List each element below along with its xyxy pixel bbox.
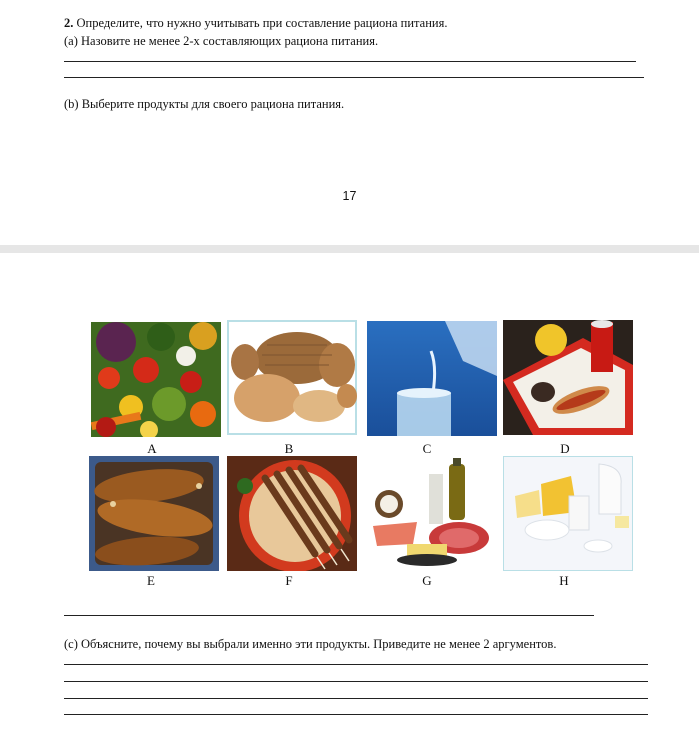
- product-label-d: D: [560, 441, 570, 456]
- bread-photo: [227, 320, 357, 435]
- smoked-fish-photo: [89, 456, 219, 571]
- vegetables-photo: [91, 322, 221, 437]
- product-label-a: A: [147, 441, 157, 456]
- product-label-e: E: [147, 573, 155, 588]
- water-glass-photo: [367, 321, 497, 436]
- product-label-h: H: [559, 573, 569, 588]
- page-separator: [0, 245, 699, 253]
- page-number: 17: [342, 189, 357, 203]
- product-label-f: F: [285, 573, 293, 588]
- oil-meat-fish-photo: [367, 456, 497, 571]
- answer-line-a1[interactable]: [64, 61, 636, 62]
- question-part-c: (c) Объясните, почему вы выбрали именно эти продукты. Приведите не менее 2 аргументов.: [64, 637, 557, 651]
- question-number: 2.: [64, 16, 74, 30]
- question-title: [64, 16, 447, 31]
- answer-line-c3[interactable]: [64, 698, 648, 699]
- answer-line-c2[interactable]: [64, 681, 648, 682]
- question-title-text: Определите, что нужно учитывать при составление рациона питания.: [76, 16, 448, 30]
- kebab-skewers-photo: [227, 456, 357, 571]
- dairy-products-photo: [503, 456, 633, 571]
- answer-line-c4[interactable]: [64, 714, 648, 715]
- question-part-a: (a) Назовите не менее 2-х составляющих рациона питания.: [64, 34, 379, 48]
- fast-food-photo: [503, 320, 633, 435]
- product-label-c: C: [422, 441, 432, 456]
- answer-line-a2[interactable]: [64, 77, 644, 78]
- answer-line-b[interactable]: [64, 615, 594, 616]
- question-part-b: (b) Выберите продукты для своего рациона питания.: [64, 97, 345, 111]
- answer-line-c1[interactable]: [64, 664, 648, 665]
- product-label-g: G: [422, 573, 432, 588]
- product-label-b: B: [284, 441, 294, 456]
